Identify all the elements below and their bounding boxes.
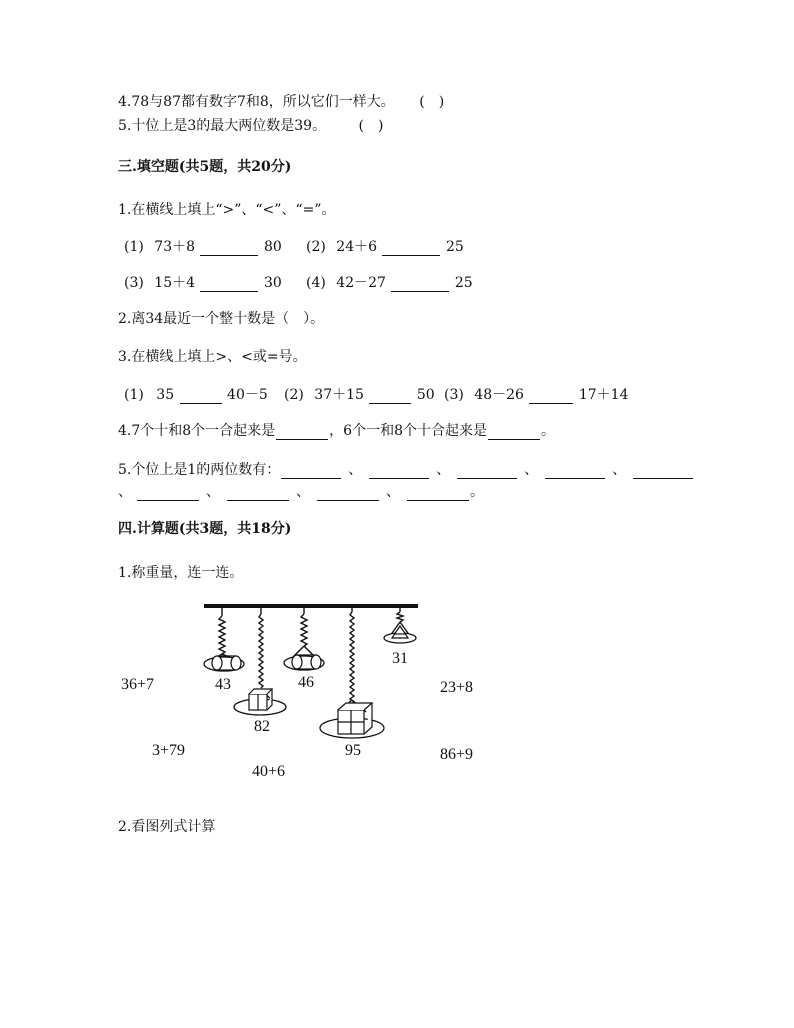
s3-q5: 5.个位上是1的两位数有： 、 、 、 、 <box>118 461 694 479</box>
weight-label: 31 <box>392 650 408 667</box>
s3-q4: 4.7个十和8个一合起来是 ，6个一和8个十合起来是 。 <box>118 423 555 439</box>
s3-q3-item-1: (1) 35 40－5 <box>124 387 268 403</box>
s3-q5-line2: 、 、 、 、 。 <box>118 484 484 500</box>
s3-q1-item-2: (2) 24＋6 25 <box>306 239 464 255</box>
spring-3 <box>292 608 316 658</box>
judge-q5: 5.十位上是3的最大两位数是39。 ( ) <box>118 118 384 134</box>
s3-q1-item-1: (1) 73＋8 80 <box>124 239 282 255</box>
s4-q1: 1.称重量，连一连。 <box>118 565 244 581</box>
answer-paren[interactable]: ( ) <box>419 94 445 110</box>
s3-q1-item-4: (4) 42－27 25 <box>306 275 473 291</box>
judge-q4: 4.78与87都有数字7和8，所以它们一样大。 ( ) <box>118 94 445 110</box>
hanging-bar <box>204 604 418 608</box>
s3-q3-text: 3.在横线上填上>、<或=号。 <box>118 349 307 365</box>
s3-q3-item-2: (2) 37＋15 50 <box>284 387 435 403</box>
weight-label: 46 <box>298 674 314 691</box>
weight-label: 43 <box>215 676 231 693</box>
spring-1 <box>213 608 236 660</box>
expression[interactable]: 36+7 <box>121 676 155 693</box>
expression[interactable]: 86+9 <box>440 746 474 763</box>
s3-q2: 2.离34最近一个整十数是（ ）。 <box>118 311 325 327</box>
answer-paren[interactable]: ( ) <box>358 118 384 134</box>
expression[interactable]: 40+6 <box>252 763 286 780</box>
s3-q3-item-3: (3) 48－26 17＋14 <box>444 387 629 403</box>
weight-label: 95 <box>345 742 361 759</box>
s3-q1-item-3: (3) 15＋4 30 <box>124 275 282 291</box>
spring-2 <box>250 608 272 700</box>
weight-label: 82 <box>254 718 270 735</box>
expression[interactable]: 3+79 <box>152 742 186 759</box>
section4-title: 四.计算题(共3题，共18分) <box>118 521 292 537</box>
cone-object <box>392 626 408 638</box>
expression[interactable]: 23+8 <box>440 679 474 696</box>
section3-title: 三.填空题(共5题，共20分) <box>118 159 292 175</box>
s3-q1-text: 1.在横线上填上“>”、“<”、“=”。 <box>118 202 336 218</box>
s4-q2: 2.看图列式计算 <box>118 819 216 835</box>
